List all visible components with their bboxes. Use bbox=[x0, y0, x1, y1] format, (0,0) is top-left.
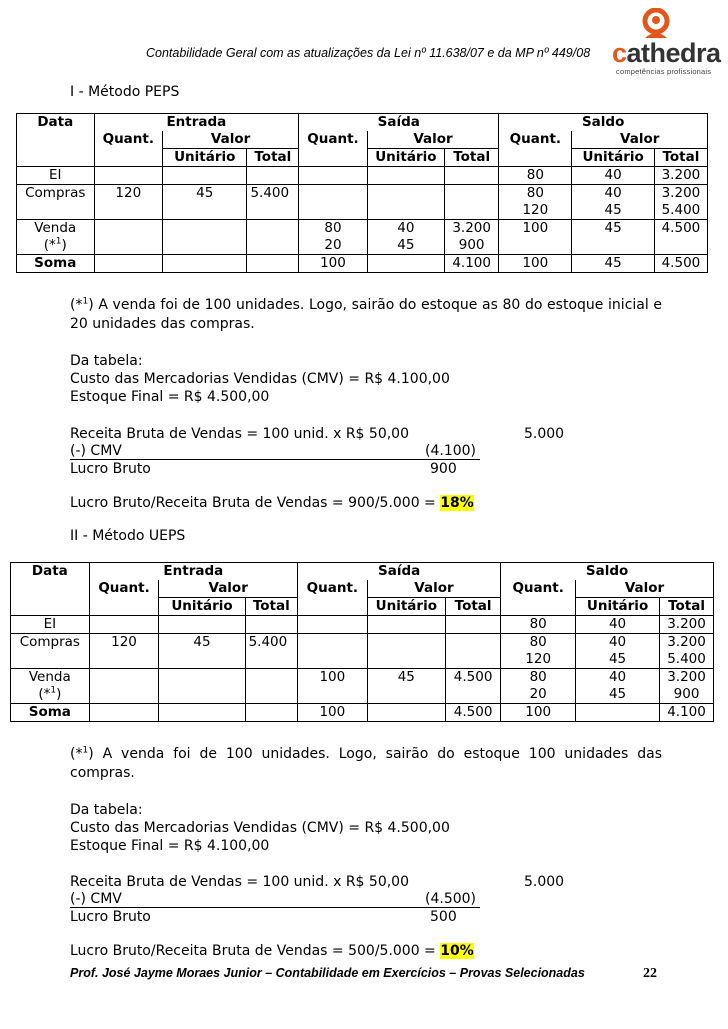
peps-ratio bbox=[70, 494, 474, 513]
cell-saida-total: 4.500 bbox=[445, 704, 500, 722]
peps-note-mark: (* bbox=[70, 297, 83, 313]
cell-saida-quant: 100 bbox=[299, 255, 368, 273]
cell-saida-unit: 45 bbox=[367, 669, 445, 704]
cell-saida-quant: 80 20 bbox=[299, 220, 368, 255]
cell-saida-unit bbox=[367, 616, 445, 634]
col-header-total: Total bbox=[444, 149, 498, 167]
cell-saida-total bbox=[445, 634, 500, 669]
col-header-data: Data bbox=[11, 563, 90, 616]
ueps-lucro-label: Lucro Bruto bbox=[70, 909, 151, 925]
cell-entrada-unit bbox=[163, 255, 247, 273]
page-number: 22 bbox=[643, 966, 657, 981]
col-header-total: Total bbox=[654, 149, 707, 167]
cell-saldo-unit: 40 45 bbox=[572, 185, 654, 220]
peps-da-tabela: Da tabela: bbox=[70, 353, 143, 369]
cell-saldo-unit: 45 bbox=[572, 255, 654, 273]
peps-table bbox=[16, 113, 708, 273]
col-header-saldo: Saldo bbox=[499, 114, 708, 132]
col-header-saida: Saída bbox=[299, 114, 499, 132]
peps-note-sup: 1 bbox=[82, 296, 89, 307]
peps-note bbox=[70, 296, 662, 334]
cell-saida-quant bbox=[299, 185, 368, 220]
col-header-unitario: Unitário bbox=[576, 598, 660, 616]
logo-subtitle: competências profissionais bbox=[616, 67, 712, 76]
cell-saida-unit bbox=[367, 704, 445, 722]
header-row bbox=[17, 131, 708, 149]
cell-data: Venda (*$^1$) bbox=[17, 220, 95, 255]
cell-saida-total bbox=[445, 616, 500, 634]
cell-saldo-quant: 100 bbox=[499, 255, 572, 273]
table-row bbox=[11, 669, 714, 704]
cell-entrada-unit bbox=[159, 704, 245, 722]
peps-title: I - Método PEPS bbox=[70, 84, 180, 100]
cell-saida-quant bbox=[298, 634, 368, 669]
ueps-estoque-final: Estoque Final = R$ 4.100,00 bbox=[70, 838, 270, 854]
cell-entrada-quant bbox=[94, 167, 163, 185]
col-header-unitario: Unitário bbox=[367, 149, 444, 167]
cathedra-logo bbox=[608, 8, 721, 78]
cell-saida-total bbox=[444, 185, 498, 220]
col-header-saida: Saída bbox=[298, 563, 501, 581]
cell-saida-total: 4.100 bbox=[444, 255, 498, 273]
peps-note-close: ) bbox=[88, 297, 94, 313]
header-row bbox=[11, 580, 714, 598]
cell-entrada-total: 5.400 bbox=[247, 185, 299, 220]
col-header-unitario: Unitário bbox=[572, 149, 654, 167]
ueps-lucro-value: 500 bbox=[430, 909, 457, 925]
header-title: Contabilidade Geral com as atualizações da Lei nº 11.638/07 e da MP nº 449/08 bbox=[146, 46, 591, 60]
table-row bbox=[17, 185, 708, 220]
footer-text: Prof. José Jayme Moraes Junior – Contabilidade em Exercícios – Provas Selecionadas bbox=[70, 966, 585, 980]
cell-saldo-quant: 80 bbox=[499, 167, 572, 185]
cell-saldo-unit: 40 45 bbox=[576, 634, 660, 669]
cell-saida-unit bbox=[367, 255, 444, 273]
cell-entrada-total bbox=[245, 616, 297, 634]
cell-entrada-total bbox=[247, 220, 299, 255]
cell-entrada-total bbox=[247, 167, 299, 185]
cell-saldo-total: 4.100 bbox=[660, 704, 714, 722]
cell-saldo-total: 3.200 5.400 bbox=[660, 634, 714, 669]
peps-lucro-label: Lucro Bruto bbox=[70, 461, 151, 477]
table-row bbox=[11, 704, 714, 722]
cell-saldo-quant: 80 bbox=[501, 616, 576, 634]
cell-saldo-unit bbox=[576, 704, 660, 722]
cell-saldo-unit: 40 45 bbox=[576, 669, 660, 704]
cell-saldo-quant: 100 bbox=[499, 220, 572, 255]
col-header-unitario: Unitário bbox=[367, 598, 445, 616]
peps-ratio-text: Lucro Bruto/Receita Bruta de Vendas = 900/5.000 = bbox=[70, 495, 441, 511]
ueps-receita-value: 5.000 bbox=[524, 874, 565, 890]
logo-emblem-icon bbox=[634, 8, 678, 40]
logo-word: cathedra bbox=[612, 38, 721, 68]
cell-entrada-unit bbox=[163, 220, 247, 255]
col-header-valor: Valor bbox=[572, 131, 708, 149]
table-row bbox=[11, 616, 714, 634]
cell-entrada-total: 5.400 bbox=[245, 634, 297, 669]
cell-saida-total: 4.500 bbox=[445, 669, 500, 704]
cell-entrada-unit bbox=[159, 669, 245, 704]
col-header-quant: Quant. bbox=[298, 580, 368, 616]
col-header-entrada: Entrada bbox=[89, 563, 297, 581]
cell-data: EI bbox=[17, 167, 95, 185]
cell-saida-total bbox=[444, 167, 498, 185]
cell-entrada-quant: 120 bbox=[89, 634, 159, 669]
col-header-valor: Valor bbox=[576, 580, 714, 598]
ueps-ratio bbox=[70, 942, 474, 961]
cell-saldo-total: 3.200 900 bbox=[660, 669, 714, 704]
table-row bbox=[17, 255, 708, 273]
ueps-note-mark: (* bbox=[70, 746, 83, 762]
cell-saida-unit bbox=[367, 634, 445, 669]
col-header-valor: Valor bbox=[163, 131, 299, 149]
ueps-cmv-label: (-) CMV bbox=[70, 891, 122, 907]
cell-entrada-unit: 45 bbox=[163, 185, 247, 220]
table-row bbox=[17, 220, 708, 255]
table-row bbox=[17, 167, 708, 185]
ueps-ratio-text: Lucro Bruto/Receita Bruta de Vendas = 500/5.000 = bbox=[70, 943, 441, 959]
col-header-quant: Quant. bbox=[94, 131, 163, 167]
cell-saldo-unit: 45 bbox=[572, 220, 654, 255]
cell-saida-quant: 100 bbox=[298, 704, 368, 722]
cell-data: Soma bbox=[11, 704, 90, 722]
col-header-quant: Quant. bbox=[89, 580, 159, 616]
col-header-quant: Quant. bbox=[299, 131, 368, 167]
peps-ratio-value: 18% bbox=[440, 495, 474, 511]
cell-entrada-total bbox=[247, 255, 299, 273]
cell-saldo-total: 3.200 bbox=[660, 616, 714, 634]
cell-entrada-quant bbox=[94, 255, 163, 273]
peps-receita-value: 5.000 bbox=[524, 426, 565, 442]
cell-saldo-quant: 80 20 bbox=[501, 669, 576, 704]
cell-entrada-quant bbox=[89, 669, 159, 704]
cell-saldo-quant: 80 120 bbox=[501, 634, 576, 669]
cell-data: Venda (*$^1$) bbox=[11, 669, 90, 704]
cell-saldo-unit: 40 bbox=[572, 167, 654, 185]
ueps-note-close: ) bbox=[88, 746, 94, 762]
col-header-total: Total bbox=[660, 598, 714, 616]
peps-cmv: Custo das Mercadorias Vendidas (CMV) = R$ 4.100,00 bbox=[70, 371, 450, 387]
cell-saldo-unit: 40 bbox=[576, 616, 660, 634]
col-header-quant: Quant. bbox=[501, 580, 576, 616]
ueps-cmv: Custo das Mercadorias Vendidas (CMV) = R$ 4.500,00 bbox=[70, 820, 450, 836]
cell-entrada-total bbox=[245, 669, 297, 704]
cell-entrada-unit bbox=[159, 616, 245, 634]
col-header-valor: Valor bbox=[367, 131, 499, 149]
col-header-unitario: Unitário bbox=[159, 598, 245, 616]
ueps-receita-label: Receita Bruta de Vendas = 100 unid. x R$ 50,00 bbox=[70, 874, 409, 890]
col-header-saldo: Saldo bbox=[501, 563, 714, 581]
peps-note-text: A venda foi de 100 unidades. Logo, sairão do estoque as 80 do estoque inicial e 20 unidades das compras. bbox=[70, 297, 662, 332]
cell-data: EI bbox=[11, 616, 90, 634]
col-header-total: Total bbox=[247, 149, 299, 167]
col-header-quant: Quant. bbox=[499, 131, 572, 167]
cell-data: Soma bbox=[17, 255, 95, 273]
cell-saldo-total: 3.200 5.400 bbox=[654, 185, 707, 220]
peps-receita-label: Receita Bruta de Vendas = 100 unid. x R$ 50,00 bbox=[70, 426, 409, 442]
col-header-data: Data bbox=[17, 114, 95, 167]
cell-saldo-quant: 100 bbox=[501, 704, 576, 722]
cell-data: Compras bbox=[11, 634, 90, 669]
ueps-da-tabela: Da tabela: bbox=[70, 802, 143, 818]
cell-saldo-quant: 80 120 bbox=[499, 185, 572, 220]
cell-entrada-unit: 45 bbox=[159, 634, 245, 669]
table-row bbox=[11, 634, 714, 669]
cell-saida-total: 3.200 900 bbox=[444, 220, 498, 255]
cell-saida-unit bbox=[367, 185, 444, 220]
cell-saldo-total: 3.200 bbox=[654, 167, 707, 185]
peps-cmv-value: (4.100) bbox=[425, 443, 477, 459]
col-header-unitario: Unitário bbox=[163, 149, 247, 167]
ueps-ratio-value: 10% bbox=[440, 943, 474, 959]
header-row bbox=[17, 114, 708, 132]
cell-saida-quant: 100 bbox=[298, 669, 368, 704]
ueps-table bbox=[10, 562, 714, 722]
footnote-sup: 1 bbox=[55, 236, 62, 247]
cell-entrada-total bbox=[245, 704, 297, 722]
col-header-entrada: Entrada bbox=[94, 114, 299, 132]
ueps-cmv-value: (4.500) bbox=[425, 891, 477, 907]
ueps-title: II - Método UEPS bbox=[70, 528, 186, 544]
peps-lucro-value: 900 bbox=[430, 461, 457, 477]
cell-data: Compras bbox=[17, 185, 95, 220]
col-header-total: Total bbox=[245, 598, 297, 616]
cell-entrada-quant bbox=[89, 704, 159, 722]
cell-saida-quant bbox=[298, 616, 368, 634]
ueps-note-text: A venda foi de 100 unidades. Logo, sairão do estoque 100 unidades das compras. bbox=[70, 746, 662, 781]
peps-estoque-final: Estoque Final = R$ 4.500,00 bbox=[70, 389, 270, 405]
cell-saida-quant bbox=[299, 167, 368, 185]
header-row bbox=[11, 563, 714, 581]
col-header-total: Total bbox=[445, 598, 500, 616]
cell-entrada-quant bbox=[94, 220, 163, 255]
col-header-valor: Valor bbox=[159, 580, 298, 598]
footnote-sup: 1 bbox=[50, 685, 57, 696]
cell-saida-unit bbox=[367, 167, 444, 185]
cell-entrada-unit bbox=[163, 167, 247, 185]
logo-word-rest: athedra bbox=[626, 38, 721, 68]
cell-saida-unit: 40 45 bbox=[367, 220, 444, 255]
cell-saldo-total: 4.500 bbox=[654, 255, 707, 273]
peps-cmv-label: (-) CMV bbox=[70, 443, 122, 459]
ueps-note bbox=[70, 745, 662, 783]
col-header-valor: Valor bbox=[367, 580, 501, 598]
cell-entrada-quant: 120 bbox=[94, 185, 163, 220]
cell-saldo-total: 4.500 bbox=[654, 220, 707, 255]
cell-entrada-quant bbox=[89, 616, 159, 634]
ueps-note-sup: 1 bbox=[82, 745, 89, 756]
